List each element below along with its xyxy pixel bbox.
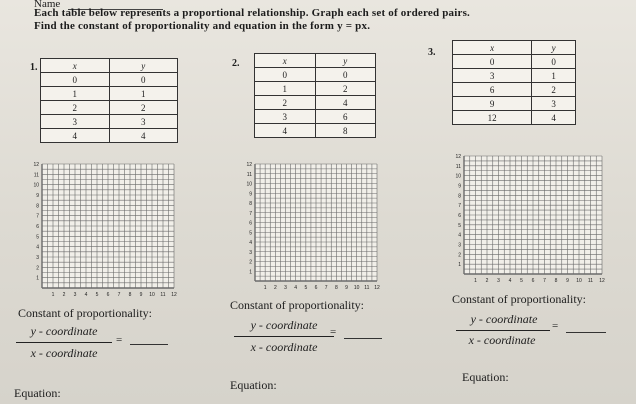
table-cell: 2 [532, 83, 576, 97]
y-tick-label: 5 [36, 234, 39, 241]
problem-1-constant-label: Constant of proportionality: [18, 306, 152, 320]
x-tick-label: 4 [84, 292, 88, 298]
column-header-x: x [41, 59, 110, 73]
y-tick-label: 4 [249, 240, 252, 246]
x-tick-label: 3 [73, 292, 77, 298]
problem-2-fraction-bar [234, 336, 334, 337]
problem-3-fraction-bar [456, 330, 550, 331]
table-row [41, 115, 178, 129]
column-header-x: x [453, 41, 532, 55]
y-tick-label: 10 [33, 182, 39, 189]
y-tick-label: 2 [458, 252, 461, 259]
x-tick-label: 10 [353, 285, 360, 291]
problem-3-equals: = [552, 320, 559, 332]
table-cell: 2 [255, 96, 316, 110]
problem-2-fraction-denominator: x - coordinate [250, 340, 318, 354]
problem-1-fraction-bar [16, 342, 112, 343]
x-tick-label: 6 [314, 285, 318, 291]
problem-3-graph[interactable] [452, 150, 608, 286]
x-tick-label: 10 [149, 292, 155, 298]
table-row [41, 101, 178, 115]
x-tick-label: 5 [520, 278, 523, 284]
table-row [453, 111, 576, 125]
table-cell: 8 [315, 124, 376, 138]
table-cell: 9 [453, 97, 532, 111]
problem-2-constant-blank[interactable] [344, 338, 382, 339]
table-row [41, 129, 178, 143]
table-cell: 3 [453, 69, 532, 83]
problem-1-constant-blank[interactable] [130, 344, 168, 345]
x-tick-label: 4 [294, 285, 298, 291]
y-tick-label: 9 [249, 191, 252, 198]
table-cell: 1 [255, 82, 316, 96]
y-tick-label: 6 [458, 213, 461, 219]
problem-2-number: 2. [232, 58, 240, 69]
column-header-y: y [109, 59, 178, 73]
problem-3-fraction-denominator: x - coordinate [468, 333, 536, 347]
problem-3-table [452, 40, 576, 125]
table-row [41, 73, 178, 87]
table-cell: 4 [315, 96, 376, 110]
y-tick-label: 12 [455, 154, 461, 160]
x-tick-label: 4 [508, 278, 512, 284]
problem-1-fraction-numerator: y - coordinate [30, 324, 98, 338]
x-tick-label: 7 [324, 285, 328, 291]
x-tick-label: 2 [273, 285, 277, 291]
problem-2-constant-label: Constant of proportionality: [230, 298, 364, 312]
table-cell: 2 [109, 101, 178, 115]
y-tick-label: 7 [36, 213, 39, 220]
table-cell: 3 [109, 115, 178, 129]
table-cell: 4 [255, 124, 316, 138]
table-row [453, 97, 576, 111]
x-tick-label: 9 [139, 292, 143, 298]
x-tick-label: 1 [51, 292, 55, 298]
x-tick-label: 8 [334, 285, 338, 291]
y-tick-label: 11 [455, 163, 461, 170]
table-cell: 4 [109, 129, 178, 143]
x-tick-label: 1 [474, 278, 477, 284]
x-tick-label: 6 [531, 278, 535, 284]
x-tick-label: 9 [345, 285, 348, 291]
table-row [453, 69, 576, 83]
x-tick-label: 12 [171, 292, 177, 298]
y-tick-label: 2 [249, 259, 252, 266]
y-tick-label: 8 [458, 193, 461, 200]
x-tick-label: 11 [160, 292, 166, 298]
problem-1-table [40, 58, 178, 143]
y-tick-label: 12 [33, 162, 39, 168]
column-header-y: y [315, 54, 376, 68]
table-row [255, 68, 376, 82]
column-header-y: y [532, 41, 576, 55]
table-cell: 1 [109, 87, 178, 101]
y-tick-label: 1 [36, 275, 39, 282]
table-cell: 12 [453, 111, 532, 125]
y-tick-label: 6 [36, 224, 39, 230]
y-tick-label: 5 [249, 230, 252, 237]
y-tick-label: 4 [36, 244, 39, 251]
y-tick-label: 3 [458, 242, 461, 249]
column-header-x: x [255, 54, 316, 68]
problem-3-constant-blank[interactable] [566, 332, 606, 333]
x-tick-label: 9 [566, 278, 569, 284]
problem-3-fraction-numerator: y - coordinate [470, 312, 538, 326]
table-cell: 3 [255, 110, 316, 124]
y-tick-label: 4 [458, 232, 461, 239]
y-tick-label: 1 [458, 262, 461, 269]
table-cell: 6 [453, 83, 532, 97]
problem-2-table [254, 53, 376, 138]
x-tick-label: 11 [364, 285, 370, 291]
y-tick-label: 9 [458, 183, 461, 190]
x-tick-label: 12 [599, 278, 605, 284]
y-tick-label: 11 [246, 171, 252, 178]
table-row [453, 55, 576, 69]
table-cell: 0 [109, 73, 178, 87]
problem-1-equals: = [116, 334, 123, 346]
instructions-line-1: Each table below represents a proportional relationship. Graph each set of ordered pairs. [34, 7, 471, 19]
x-tick-label: 1 [263, 285, 267, 291]
x-tick-label: 7 [543, 278, 546, 284]
problem-1-graph[interactable] [30, 158, 180, 300]
table-row [255, 110, 376, 124]
y-tick-label: 8 [249, 201, 252, 207]
problem-2-fraction-numerator: y - coordinate [250, 318, 318, 332]
x-tick-label: 11 [587, 278, 594, 284]
x-tick-label: 2 [485, 278, 489, 284]
table-cell: 2 [315, 82, 376, 96]
problem-3-number: 3. [428, 47, 436, 58]
y-tick-label: 3 [249, 249, 252, 256]
x-tick-label: 7 [117, 292, 121, 298]
y-tick-label: 6 [249, 220, 252, 227]
y-tick-label: 9 [36, 193, 39, 199]
y-tick-label: 10 [455, 173, 461, 180]
table-row [41, 87, 178, 101]
y-tick-label: 8 [36, 203, 39, 210]
table-cell: 3 [41, 115, 110, 129]
x-tick-label: 3 [497, 278, 500, 284]
problem-2-graph[interactable] [243, 158, 383, 293]
problem-2-equation-label: Equation: [230, 378, 277, 392]
x-tick-label: 10 [576, 278, 582, 284]
table-row [453, 83, 576, 97]
table-row [255, 96, 376, 110]
table-cell: 0 [315, 68, 376, 82]
x-tick-label: 6 [106, 292, 110, 298]
table-cell: 2 [41, 101, 110, 115]
problem-1-fraction-denominator: x - coordinate [30, 346, 98, 360]
table-cell: 1 [41, 87, 110, 101]
table-cell: 4 [532, 111, 576, 125]
table-row [255, 82, 376, 96]
y-tick-label: 11 [33, 172, 39, 179]
name-label: Name [34, 0, 61, 10]
table-cell: 3 [532, 97, 576, 111]
x-tick-label: 3 [284, 285, 287, 291]
y-tick-label: 7 [458, 203, 461, 210]
x-tick-label: 8 [128, 292, 132, 298]
instructions-line-2: Find the constant of proportionality and equation in the form y = px. [34, 20, 371, 32]
table-row [255, 124, 376, 138]
table-cell: 0 [453, 55, 532, 69]
x-tick-label: 5 [95, 292, 99, 298]
x-tick-label: 2 [62, 292, 66, 298]
problem-2-equals: = [330, 326, 337, 338]
x-tick-label: 12 [374, 285, 380, 291]
y-tick-label: 12 [246, 162, 252, 168]
table-cell: 1 [532, 69, 576, 83]
y-tick-label: 7 [249, 210, 252, 217]
table-cell: 6 [315, 110, 376, 124]
x-tick-label: 8 [554, 278, 558, 284]
y-tick-label: 1 [249, 269, 252, 276]
table-cell: 0 [532, 55, 576, 69]
problem-3-equation-label: Equation: [462, 370, 509, 384]
problem-1-number: 1. [30, 62, 38, 73]
table-cell: 4 [41, 129, 110, 143]
y-tick-label: 5 [458, 222, 461, 229]
problem-3-constant-label: Constant of proportionality: [452, 292, 586, 306]
y-tick-label: 3 [36, 255, 39, 261]
y-tick-label: 10 [246, 181, 252, 188]
problem-1-equation-label: Equation: [14, 386, 61, 400]
table-cell: 0 [255, 68, 316, 82]
table-cell: 0 [41, 73, 110, 87]
y-tick-label: 2 [36, 265, 39, 272]
x-tick-label: 5 [304, 285, 308, 291]
